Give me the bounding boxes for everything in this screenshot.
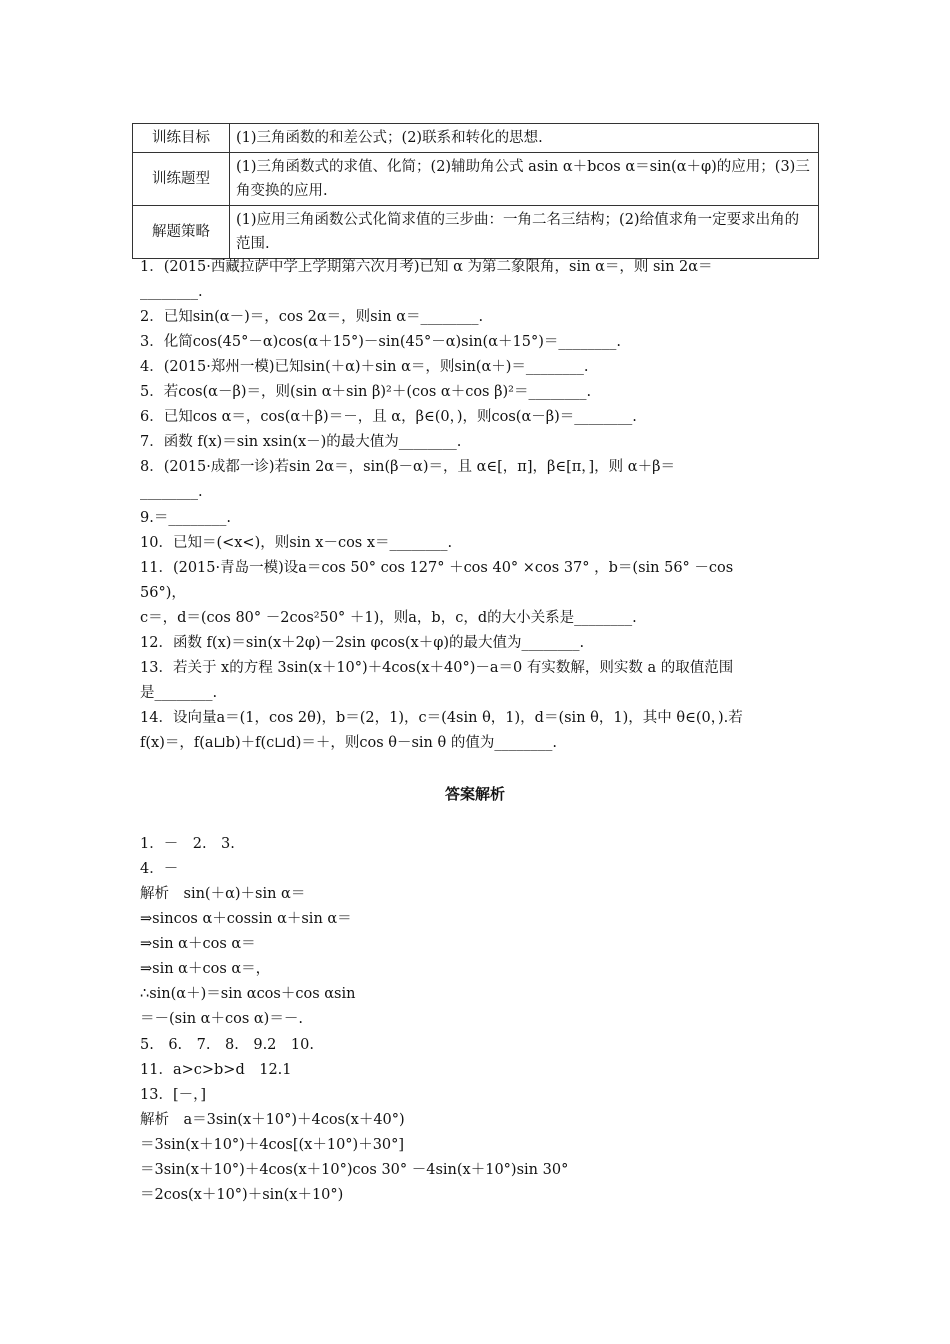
question-line: c＝，d＝(cos 80° －2cos²50° ＋1)，则a，b，c，d的大小关系是________. — [140, 610, 637, 626]
question-line: 1．(2015·西藏拉萨中学上学期第六次月考)已知 α 为第二象限角，sin α＝，则 sin 2α＝ — [140, 259, 713, 275]
question-line: ________. — [140, 284, 203, 300]
answer-line: 11．a>c>b>d 12.1 — [140, 1062, 292, 1078]
answer-line: ⇒sincos α＋cossin α＋sin α＝ — [140, 911, 352, 927]
table-key: 解题策略 — [133, 206, 230, 259]
table-value: (1)三角函数的和差公式；(2)联系和转化的思想. — [230, 124, 819, 153]
table-row — [133, 153, 819, 206]
answer-line: ⇒sin α＋cos α＝ — [140, 936, 256, 952]
question-line: 是________. — [140, 685, 218, 701]
answers-title: 答案解析 — [444, 785, 505, 803]
table-key: 训练题型 — [133, 153, 230, 206]
question-line: 14．设向量a＝(1，cos 2θ)，b＝(2，1)，c＝(4sin θ，1)，d＝(sin θ，1)，其中 θ∈(0，).若 — [140, 710, 743, 726]
question-line: 9.＝________. — [140, 510, 231, 526]
question-line: ________. — [140, 484, 203, 500]
question-line: 11．(2015·青岛一模)设a＝cos 50° cos 127° ＋cos 40° ×cos 37° ，b＝(sin 56° －cos — [140, 560, 734, 576]
question-line: f(x)＝，f(a⊔b)＋f(c⊔d)＝＋，则cos θ－sin θ 的值为________. — [140, 735, 557, 751]
question-line: 4．(2015·郑州一模)已知sin(＋α)＋sin α＝，则sin(α＋)＝________. — [140, 359, 589, 375]
question-line: 2．已知sin(α－)＝，cos 2α＝，则sin α＝________. — [140, 309, 484, 325]
question-line: 13．若关于 x的方程 3sin(x＋10°)＋4cos(x＋40°)－a＝0 有实数解，则实数 a 的取值范围 — [140, 660, 734, 676]
question-line: 12．函数 f(x)＝sin(x＋2φ)－2sin φcos(x＋φ)的最大值为________. — [140, 635, 585, 651]
answer-line: ＝3sin(x＋10°)＋4cos(x＋10°)cos 30° －4sin(x＋10°)sin 30° — [140, 1162, 569, 1178]
table-value: (1)三角函数式的求值、化简；(2)辅助角公式 asin α＋bcos α＝sin(α＋φ)的应用；(3)三角变换的应用. — [230, 153, 819, 206]
table-key: 训练目标 — [133, 124, 230, 153]
answer-line: ＝－(sin α＋cos α)＝－. — [140, 1011, 303, 1027]
question-line: 7．函数 f(x)＝sin xsin(x－)的最大值为________. — [140, 434, 462, 450]
training-info-table — [132, 123, 819, 259]
table-row — [133, 124, 819, 153]
question-line: 8．(2015·成都一诊)若sin 2α＝，sin(β－α)＝，且 α∈[，π]，β∈[π，]，则 α＋β＝ — [140, 459, 675, 475]
question-line: 6．已知cos α＝，cos(α＋β)＝－，且 α，β∈(0，)，则cos(α－β)＝________. — [140, 409, 637, 425]
table-value: (1)应用三角函数公式化简求值的三步曲：一角二名三结构；(2)给值求角一定要求出角的范围. — [230, 206, 819, 259]
answer-line: ＝3sin(x＋10°)＋4cos[(x＋10°)＋30°] — [140, 1137, 405, 1153]
answer-line: 4．－ — [140, 861, 179, 877]
table-row — [133, 206, 819, 259]
question-line: 3．化简cos(45°－α)cos(α＋15°)－sin(45°－α)sin(α＋15°)＝________. — [140, 334, 621, 350]
answer-line: ∴sin(α＋)＝sin αcos＋cos αsin — [140, 986, 356, 1002]
answer-line: 13．[－，] — [140, 1087, 207, 1103]
answer-line: 1．－ 2. 3. — [140, 836, 235, 852]
answer-line: ＝2cos(x＋10°)＋sin(x＋10°) — [140, 1187, 344, 1203]
answer-line: ⇒sin α＋cos α＝， — [140, 961, 271, 977]
question-line: 10．已知＝(<x<)，则sin x－cos x＝________. — [140, 535, 453, 551]
answer-line: 5. 6. 7. 8. 9.2 10. — [140, 1037, 314, 1053]
question-line: 56°)， — [140, 585, 186, 601]
question-line: 5．若cos(α－β)＝，则(sin α＋sin β)²＋(cos α＋cos β)²＝________. — [140, 384, 592, 400]
answer-line: 解析 sin(＋α)＋sin α＝ — [140, 886, 306, 902]
answer-line: 解析 a＝3sin(x＋10°)＋4cos(x＋40°) — [140, 1112, 405, 1128]
